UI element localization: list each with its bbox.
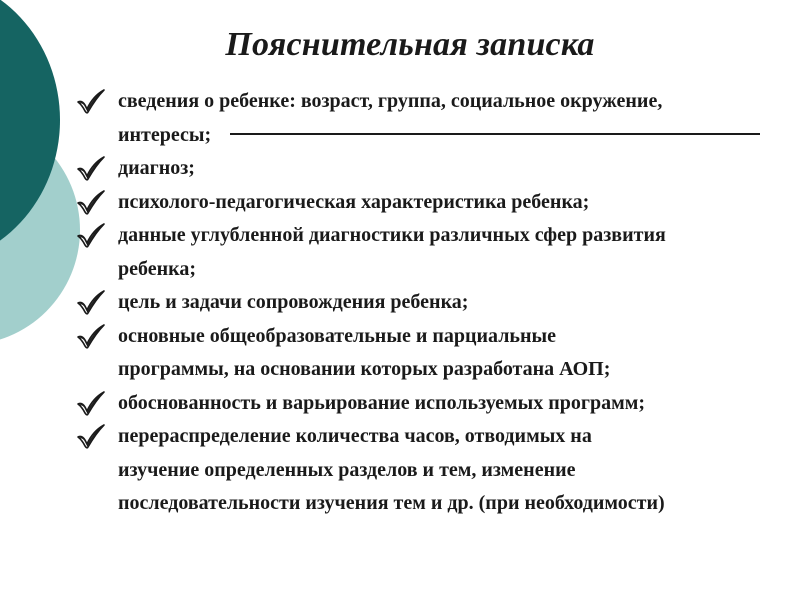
list-item-line: интересы; [118,123,212,146]
list-item [76,152,796,186]
checkmark-icon-graphic [76,219,106,252]
list-item-line: психолого-педагогическая характеристика ребенка; [118,190,590,213]
list-item-line: изучение определенных разделов и тем, изменение [118,458,576,481]
list-item-line: последовательности изучения тем и др. (при необходимости) [118,492,665,514]
checkmark-icon-graphic [76,387,106,420]
list-item-line: диагноз; [118,157,195,179]
list-item-line: ребенка; [118,257,197,280]
list-item-line: сведения о ребенке: возраст, группа, социальное окружение, [118,90,663,112]
checkmark-icon [76,219,106,252]
checkmark-icon [76,387,106,420]
list-item [76,286,796,320]
list-item-line: цель и задачи сопровождения ребенка; [118,291,469,313]
divider [230,133,760,135]
list-item-line: основные общеобразовательные и парциальные [118,324,557,347]
checkmark-icon [76,286,106,319]
list-item-line: программы, на основании которых разработана АОП; [118,358,611,380]
checkmark-icon-graphic [76,420,106,453]
list-item [76,85,796,152]
checkmark-icon [76,320,106,353]
checkmark-icon-graphic [76,152,106,185]
checkmark-icon [76,85,106,118]
list-item [76,320,796,387]
list-item-line: обоснованность и варьирование используемых программ; [118,391,645,414]
bullet-list [76,85,796,521]
list-item [76,186,796,220]
list-item-line: данные углубленной диагностики различных сфер развития [118,224,666,246]
list-item [76,387,796,421]
checkmark-icon [76,420,106,453]
checkmark-icon-graphic [76,186,106,219]
list-item-line: перераспределение количества часов, отводимых на [118,425,592,447]
checkmark-icon-graphic [76,286,106,319]
checkmark-icon [76,152,106,185]
list-item [76,420,796,521]
checkmark-icon-graphic [76,320,106,353]
page-title: Пояснительная записка [225,26,595,63]
checkmark-icon [76,186,106,219]
checkmark-icon-graphic [76,85,106,118]
list-item [76,219,796,286]
